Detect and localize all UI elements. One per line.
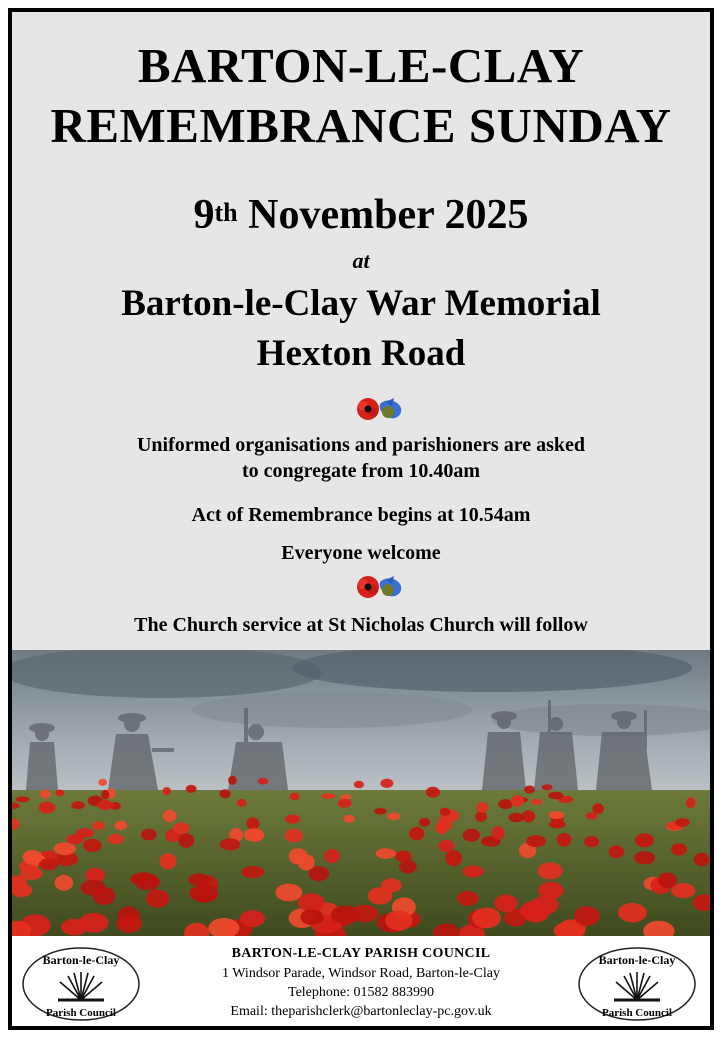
at-text: at (352, 248, 370, 273)
date-day: 9 (193, 192, 215, 238)
council-email: Email: theparishclerk@bartonleclay-pc.gov.uk (230, 1004, 492, 1019)
parish-council-logo (18, 942, 144, 1024)
venue-line-1: Barton-le-Clay War Memorial (121, 283, 601, 324)
welcome-line: Everyone welcome (281, 542, 441, 564)
info-line-2: to congregate from 10.40am (241, 460, 481, 482)
date-suffix: th (214, 198, 238, 227)
council-address: 1 Windsor Parade, Windsor Road, Barton-le-Clay (222, 966, 500, 981)
footer (12, 936, 710, 1026)
act-line: Act of Remembrance begins at 10.54am (191, 504, 531, 526)
poster-header (12, 12, 710, 650)
poster-frame (8, 8, 714, 1030)
church-line: The Church service at St Nicholas Church will follow (134, 614, 588, 636)
parish-council-logo (574, 942, 700, 1024)
title-line-1: BARTON-LE-CLAY (137, 38, 585, 93)
poppy-icon (350, 572, 406, 602)
date-rest: November 2025 (237, 192, 529, 238)
title-line-2: REMEMBRANCE SUNDAY (50, 98, 672, 153)
info-line-1: Uniformed organisations and parishioners are asked (136, 434, 585, 456)
svg-text:Barton-le-Clay: Barton-le-Clay (598, 953, 676, 967)
svg-text:Parish Council: Parish Council (46, 1007, 116, 1019)
event-date (12, 190, 710, 240)
svg-text:Parish Council: Parish Council (602, 1007, 672, 1019)
poppy-field-image (12, 650, 710, 936)
poppy-icon (350, 394, 406, 424)
venue-line-2: Hexton Road (256, 333, 466, 374)
svg-text:Barton-le-Clay: Barton-le-Clay (42, 953, 120, 967)
council-telephone: Telephone: 01582 883990 (288, 985, 434, 1000)
council-name: BARTON-LE-CLAY PARISH COUNCIL (231, 946, 491, 961)
